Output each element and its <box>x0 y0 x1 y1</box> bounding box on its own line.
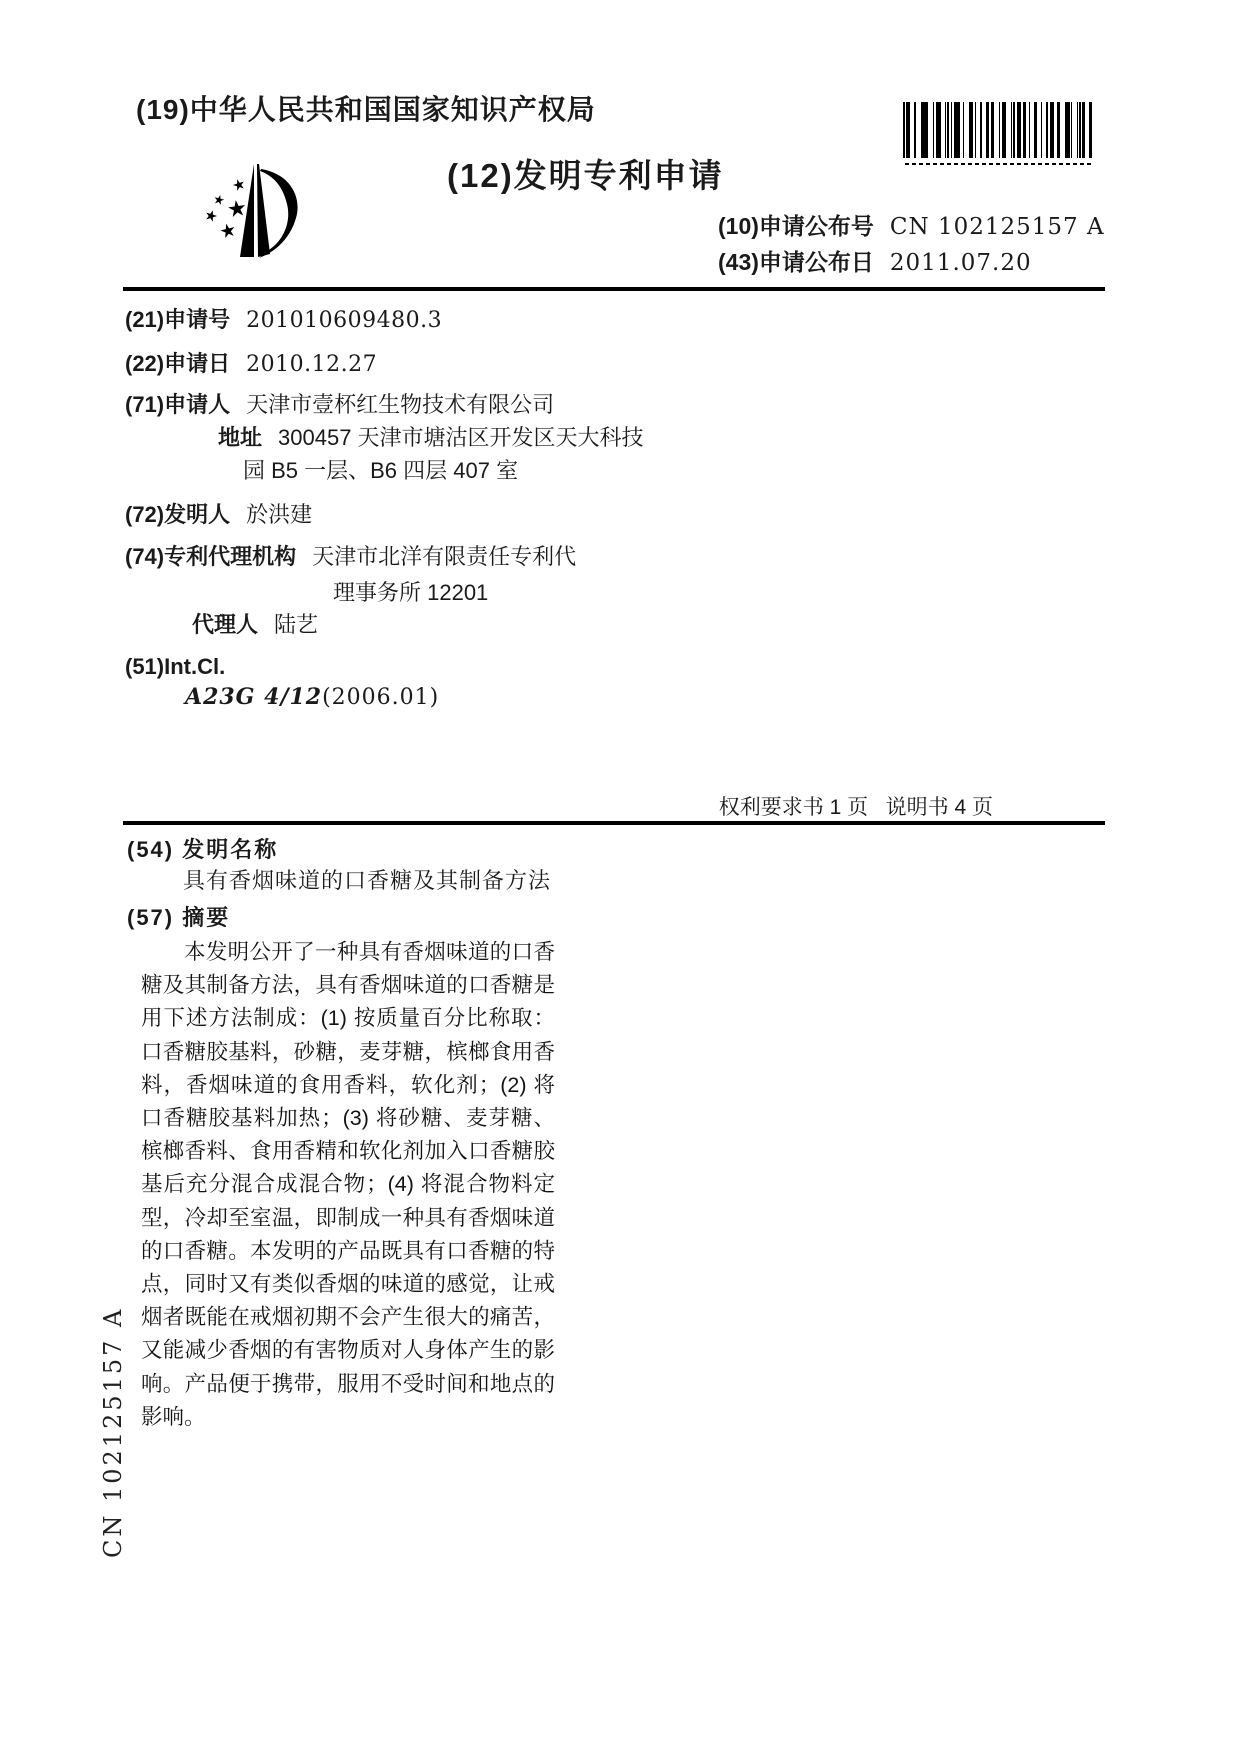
agent-label: 代理人 <box>192 612 259 637</box>
application-date-value: 2010.12.27 <box>246 352 378 377</box>
address-line1: 300457 天津市塘沽区开发区天大科技 <box>278 425 644 450</box>
int-cl-label: (51)Int.Cl. <box>125 654 226 679</box>
publication-date-label: (43)申请公布日 <box>718 249 874 275</box>
cnipa-logo-icon <box>198 160 318 260</box>
agency-row-continued <box>333 576 488 607</box>
application-number-row <box>125 303 442 334</box>
application-date-label: (22)申请日 <box>125 351 231 376</box>
sidebar-publication-code: CN 102125157 A <box>99 1306 127 1558</box>
inventor-row <box>125 498 312 529</box>
inventor-value: 於洪建 <box>246 502 313 527</box>
barcode-icon <box>903 102 1095 158</box>
applicant-row <box>125 388 554 419</box>
inventor-label: (72)发明人 <box>125 502 231 527</box>
application-date-row <box>125 347 377 378</box>
int-cl-version: (2006.01) <box>322 685 440 710</box>
pages-count-info: 权利要求书 1 页 说明书 4 页 <box>718 796 993 819</box>
abstract-label: (57) 摘要 <box>127 905 231 930</box>
int-cl-row <box>125 654 241 680</box>
agent-value: 陆艺 <box>274 612 319 637</box>
agency-label: (74)专利代理机构 <box>125 544 297 569</box>
document-type-title: (12)发明专利申请 <box>447 157 724 194</box>
publication-number-value: CN 102125157 A <box>889 214 1105 240</box>
applicant-value: 天津市壹杯红生物技术有限公司 <box>246 392 555 417</box>
publication-number-row <box>718 208 1105 241</box>
publication-date-row <box>718 244 1032 277</box>
invention-title: 具有香烟味道的口香糖及其制备方法 <box>183 868 552 893</box>
application-number-value: 201010609480.3 <box>246 308 443 333</box>
agency-line1: 天津市北洋有限责任专利代 <box>312 544 577 569</box>
address-line2: 园 B5 一层、B6 四层 407 室 <box>243 458 519 483</box>
address-row <box>218 421 644 452</box>
address-row-continued <box>243 454 518 485</box>
agency-row <box>125 540 576 571</box>
publication-date-value: 2011.07.20 <box>889 250 1032 276</box>
applicant-label: (71)申请人 <box>125 392 231 417</box>
section-divider <box>123 821 1105 825</box>
publication-number-label: (10)申请公布号 <box>718 213 874 239</box>
header-divider <box>123 287 1105 291</box>
application-number-label: (21)申请号 <box>125 307 231 332</box>
int-cl-classification <box>185 684 439 710</box>
abstract-text: 本发明公开了一种具有香烟味道的口香糖及其制备方法，具有香烟味道的口香糖是用下述方法制成：(1) 按质量百分比称取：口香糖胶基料，砂糖，麦芽糖，槟榔食用香料，香烟味道的食用香料，软化剂；(2) 将口香糖胶基料加热；(3) 将砂糖、麦芽糖、槟榔香料、食用香精和软化剂加入口香糖胶基后充分混合成混合物；(4) 将混合物料定型，冷却至室温，即制成一种具有香烟味道的口香糖。本发明的产品既具有口香糖的特点，同时又有类似香烟的味道的感觉，让戒烟者既能在戒烟初期不会产生很大的痛苦，又能减少香烟的有害物质对人身体产生的影响。产品便于携带，服用不受时间和地点的影响。 <box>141 940 555 1429</box>
agent-row <box>192 608 318 639</box>
invention-title-label: (54) 发明名称 <box>127 837 279 862</box>
address-label: 地址 <box>218 425 263 450</box>
agency-line2: 理事务所 12201 <box>333 580 489 605</box>
office-name: (19)中华人民共和国国家知识产权局 <box>136 94 596 125</box>
int-cl-code: A23G 4/12 <box>185 684 323 710</box>
